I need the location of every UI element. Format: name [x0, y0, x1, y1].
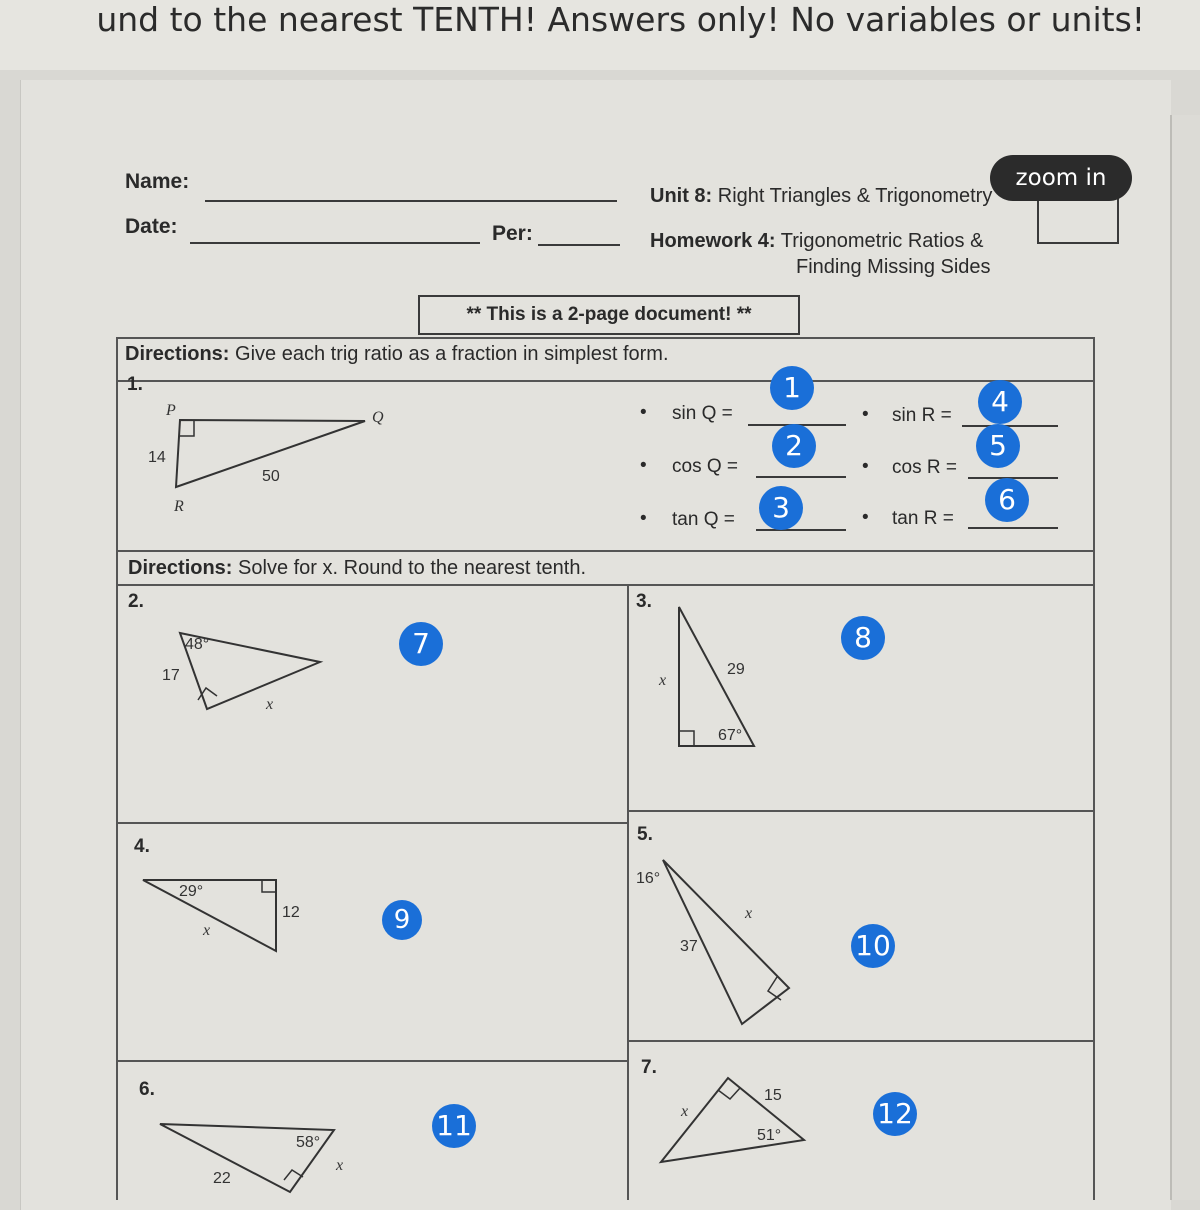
sin-r-label: sin R =	[892, 405, 952, 426]
problem-3-triangle	[658, 607, 754, 746]
side-rq-label: 50	[262, 468, 280, 485]
answer-badge-11[interactable]: 11	[432, 1104, 476, 1148]
problem-5-triangle	[636, 860, 789, 1024]
tan-r-label: tan R =	[892, 508, 954, 529]
section1-directions-label: Directions:	[125, 343, 230, 365]
problem-5-angle: 16°	[636, 870, 661, 887]
answer-badge-10[interactable]: 10	[851, 924, 895, 968]
homework-name-2: Finding Missing Sides	[796, 256, 991, 278]
problem-3-number: 3.	[636, 591, 652, 612]
tan-q-answer-line	[756, 529, 846, 531]
date-label: Date:	[125, 215, 178, 238]
problem-1-triangle	[148, 402, 384, 515]
problem-7-number: 7.	[641, 1057, 657, 1078]
section2-directions-text: Solve for x. Round to the nearest tenth.	[238, 557, 587, 579]
problem-5-number: 5.	[637, 824, 653, 845]
bullet: •	[862, 456, 869, 477]
problem-2-triangle	[162, 633, 320, 713]
problem-2-var: x	[266, 696, 274, 713]
problem-6-var: x	[336, 1157, 344, 1174]
answer-badge-9[interactable]: 9	[382, 900, 422, 940]
unit-name: Right Triangles & Trigonometry	[717, 185, 993, 207]
name-label: Name:	[125, 170, 190, 193]
answer-badge-8[interactable]: 8	[841, 616, 885, 660]
answer-badge-6[interactable]: 6	[985, 478, 1029, 522]
problem-2-side: 17	[162, 667, 180, 684]
cos-q-answer-line	[756, 476, 846, 478]
unit-number: Unit 8:	[650, 185, 713, 207]
problem-7-triangle	[661, 1078, 804, 1162]
answer-badge-2[interactable]: 2	[772, 424, 816, 468]
problem-5-var: x	[745, 905, 753, 922]
problem-4-triangle	[143, 880, 300, 951]
homework-number: Homework 4:	[650, 230, 776, 252]
answer-badge-7[interactable]: 7	[399, 622, 443, 666]
banner-text: und to the nearest TENTH! Answers only! No variables or units!	[96, 0, 1145, 39]
vertex-q-label: Q	[372, 409, 384, 426]
bullet: •	[640, 508, 647, 529]
problem-2-number: 2.	[128, 591, 144, 612]
answer-badge-5[interactable]: 5	[976, 424, 1020, 468]
problem-3-var: x	[659, 672, 667, 689]
answer-badge-3[interactable]: 3	[759, 486, 803, 530]
problem-3-angle: 67°	[718, 727, 743, 744]
problem-7-angle: 51°	[757, 1127, 782, 1144]
problem-4-number: 4.	[134, 836, 150, 857]
answer-badge-4[interactable]: 4	[978, 380, 1022, 424]
cos-q-label: cos Q =	[672, 456, 738, 477]
tan-q-label: tan Q =	[672, 509, 735, 530]
problem-4-angle: 29°	[179, 883, 204, 900]
vertex-p-label: P	[166, 402, 176, 419]
problem-4-var: x	[203, 922, 211, 939]
problem-6-angle: 58°	[296, 1134, 321, 1151]
section1-directions-text: Give each trig ratio as a fraction in simplest form.	[235, 343, 669, 365]
zoom-in-button[interactable]: zoom in	[990, 155, 1132, 201]
bullet: •	[640, 402, 647, 423]
sin-q-label: sin Q =	[672, 403, 733, 424]
problem-7-var: x	[681, 1103, 689, 1120]
answer-badge-12[interactable]: 12	[873, 1092, 917, 1136]
cos-r-label: cos R =	[892, 457, 957, 478]
problem-4-side: 12	[282, 904, 300, 921]
tan-r-answer-line	[968, 527, 1058, 529]
problem-7-side: 15	[764, 1087, 782, 1104]
per-label: Per:	[492, 222, 533, 245]
two-page-notice: ** This is a 2-page document! **	[418, 295, 800, 335]
problem-2-angle: 48°	[185, 636, 210, 653]
homework-name-1: Trigonometric Ratios &	[780, 230, 984, 252]
side-pr-label: 14	[148, 449, 166, 466]
bullet: •	[862, 404, 869, 425]
section2-directions	[128, 557, 586, 580]
problem-6-side: 22	[213, 1170, 231, 1187]
problem-5-side: 37	[680, 938, 698, 955]
problem-6-triangle	[160, 1124, 343, 1192]
problem-6-number: 6.	[139, 1079, 155, 1100]
bullet: •	[862, 507, 869, 528]
section2-directions-label: Directions:	[128, 557, 233, 579]
answer-badge-1[interactable]: 1	[770, 366, 814, 410]
problem-1-number: 1.	[127, 374, 143, 395]
vertex-r-label: R	[174, 498, 184, 515]
bullet: •	[640, 455, 647, 476]
problem-3-hyp: 29	[727, 661, 745, 678]
